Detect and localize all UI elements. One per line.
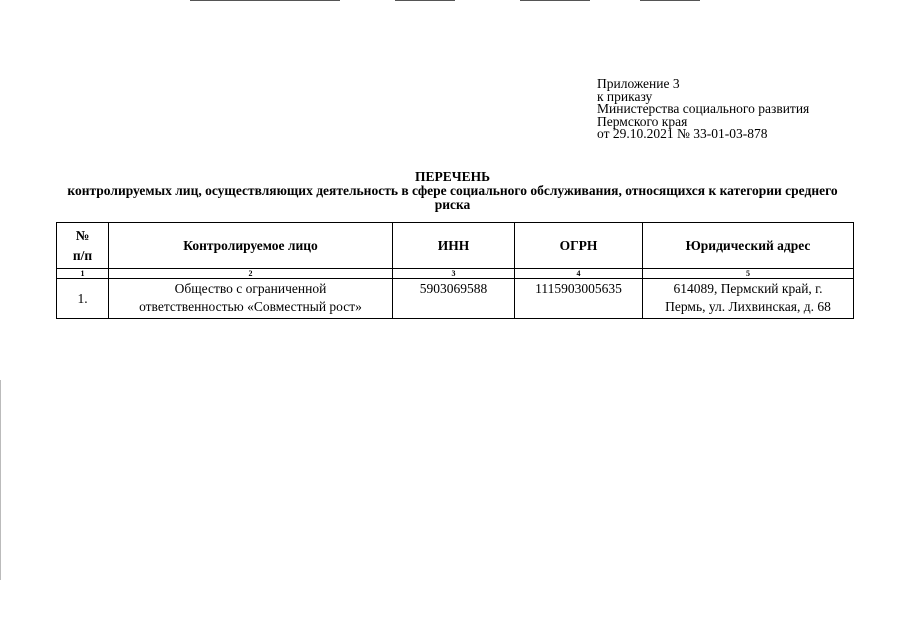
column-number: 3 [393, 269, 515, 279]
column-number: 4 [515, 269, 643, 279]
appendix-line-1: Приложение 3 [597, 76, 680, 91]
row-inn: 5903069588 [393, 279, 515, 319]
entities-table [56, 222, 854, 319]
column-number: 2 [109, 269, 393, 279]
row-ogrn: 1115903005635 [515, 279, 643, 319]
row-address [643, 279, 854, 319]
scan-edge-top-2 [395, 0, 455, 1]
row-address-line2: Пермь, ул. Лихвинская, д. 68 [665, 299, 831, 314]
row-entity [109, 279, 393, 319]
title-subtitle: контролируемых лиц, осуществляющих деятельность в сфере социального обслуживания, относящихся к категории среднего риска [67, 183, 838, 212]
header-ogrn: ОГРН [515, 223, 643, 269]
title-heading: ПЕРЕЧЕНЬ [414, 169, 491, 184]
header-num-line1: № [75, 227, 90, 243]
table-row [57, 279, 854, 319]
header-num [57, 223, 109, 269]
appendix-line-3: Министерства социального развития [597, 101, 810, 116]
column-number: 1 [57, 269, 109, 279]
header-entity: Контролируемое лицо [109, 223, 393, 269]
scan-edge-top-4 [640, 0, 700, 1]
table-header-row [57, 223, 854, 269]
row-entity-line2: ответственностью «Совместный рост» [139, 299, 362, 314]
appendix-line-4: Пермского края [597, 113, 688, 129]
row-address-line1: 614089, Пермский край, г. [673, 281, 823, 296]
row-num: 1. [57, 279, 109, 319]
appendix-block [597, 78, 809, 141]
column-number-row [57, 269, 854, 279]
document-title [0, 170, 905, 212]
row-entity-line1: Общество с ограниченной [174, 281, 327, 296]
header-address: Юридический адрес [643, 223, 854, 269]
appendix-line-5: от 29.10.2021 № 33-01-03-878 [597, 126, 768, 141]
scan-edge-top-1 [190, 0, 340, 1]
appendix-line-2: к приказу [597, 88, 653, 104]
scan-edge-top-3 [520, 0, 590, 1]
column-number: 5 [643, 269, 854, 279]
header-inn: ИНН [393, 223, 515, 269]
scan-edge-left [0, 380, 1, 580]
header-num-line2: п/п [72, 247, 93, 263]
